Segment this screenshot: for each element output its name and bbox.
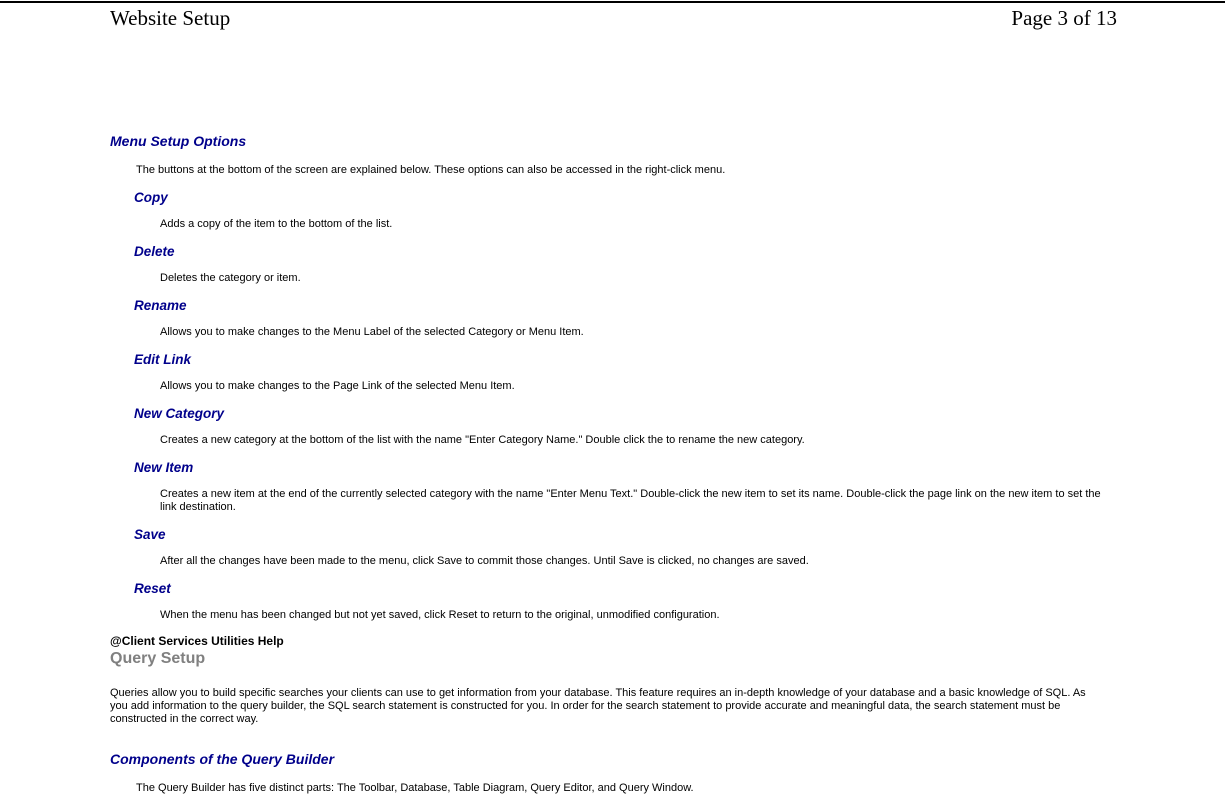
section-heading-menu-setup-options: Menu Setup Options	[110, 133, 247, 149]
option-heading-reset: Reset	[134, 581, 171, 596]
page-header	[0, 3, 1225, 30]
query-setup-intro-paragraph: Queries allow you to build specific searches your clients can use to get information from your database. This feature requires an in-depth knowledge of your database and a basic knowledge of SQL. As you add information to the query builder, the SQL search statement is constructed for you. In order for the search statement to provide accurate and meaningful data, the search statement must be constructed in the correct way.	[110, 687, 1086, 725]
option-description-delete: Deletes the category or item.	[160, 272, 301, 284]
page-number: Page 3 of 13	[1011, 6, 1117, 30]
document-content	[0, 134, 1225, 795]
components-intro-paragraph: The Query Builder has five distinct parts: The Toolbar, Database, Table Diagram, Query Editor, and Query Window.	[136, 782, 694, 794]
option-description-copy: Adds a copy of the item to the bottom of the list.	[160, 218, 393, 230]
menu-setup-intro-paragraph: The buttons at the bottom of the screen are explained below. These options can also be accessed in the right-click menu.	[136, 164, 726, 176]
option-heading-new-item: New Item	[134, 460, 194, 475]
option-heading-copy: Copy	[134, 190, 168, 205]
query-setup-title: Query Setup	[110, 650, 206, 667]
option-description-new-item: Creates a new item at the end of the currently selected category with the name "Enter Menu Text." Double-click the new item to set its name. Double-click the page link on the new item to set the link destination.	[160, 488, 1101, 513]
option-description-save: After all the changes have been made to the menu, click Save to commit those changes. Until Save is clicked, no changes are saved.	[160, 555, 809, 567]
document-title: Website Setup	[110, 6, 231, 30]
section-heading-components-of-query-builder: Components of the Query Builder	[110, 751, 335, 767]
option-description-rename: Allows you to make changes to the Menu Label of the selected Category or Menu Item.	[160, 326, 584, 338]
option-heading-delete: Delete	[134, 244, 175, 259]
option-description-reset: When the menu has been changed but not yet saved, click Reset to return to the original, unmodified configuration.	[160, 609, 720, 621]
document-page	[0, 1, 1225, 799]
help-topic-tag: @Client Services Utilities Help	[110, 634, 284, 648]
option-description-edit-link: Allows you to make changes to the Page Link of the selected Menu Item.	[160, 380, 515, 392]
option-heading-rename: Rename	[134, 298, 187, 313]
option-heading-save: Save	[134, 527, 166, 542]
option-heading-new-category: New Category	[134, 406, 225, 421]
option-heading-edit-link: Edit Link	[134, 352, 191, 367]
option-description-new-category: Creates a new category at the bottom of the list with the name "Enter Category Name." Double click the to rename the new category.	[160, 434, 805, 446]
